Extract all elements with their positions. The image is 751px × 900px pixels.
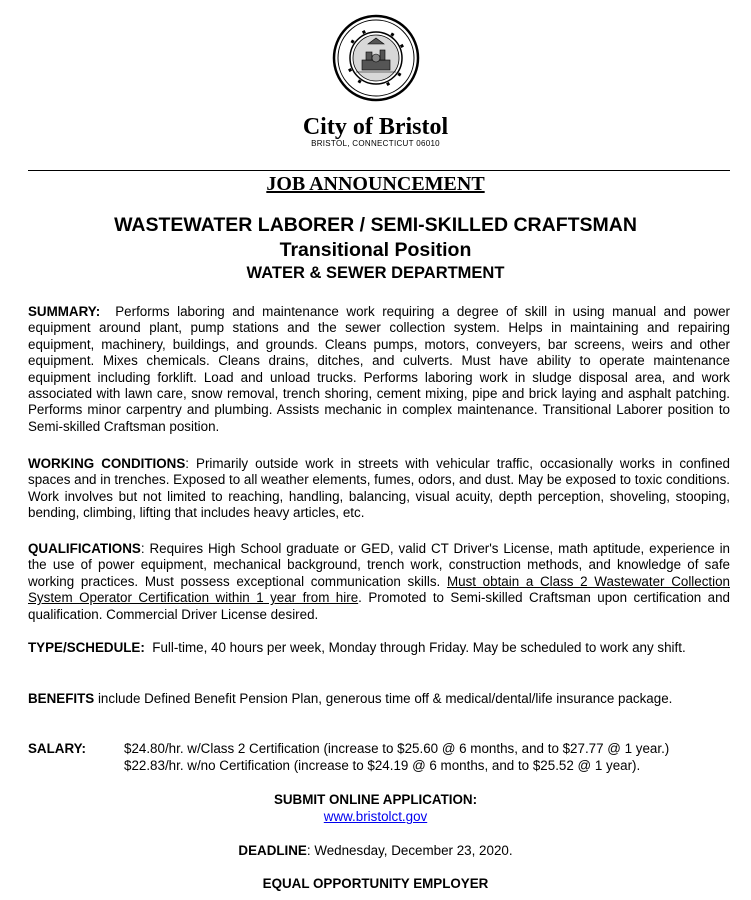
qualifications-text-end: . Promoted to Semi-skilled Craftsman upon certification and qualification. Commercial Driver License desired. bbox=[28, 590, 731, 622]
salary-line-uncertified: $22.83/hr. w/no Certification (increase to $24.19 @ 6 months, and to $25.52 @ 1 year). bbox=[124, 758, 641, 773]
benefits-label: BENEFITS bbox=[28, 691, 95, 706]
qualifications-section bbox=[28, 541, 730, 623]
deadline-date: : Wednesday, December 23, 2020. bbox=[306, 843, 513, 858]
summary-section bbox=[28, 304, 730, 435]
summary-label: SUMMARY: bbox=[28, 304, 101, 319]
department-title: WATER & SEWER DEPARTMENT bbox=[246, 264, 505, 282]
eoe-statement bbox=[0, 876, 751, 892]
summary-text: Performs laboring and maintenance work requiring a degree of skill in using manual and power equipment around plant, pump stations and the sewer collection system. Helps in maintaining and repairing equipment, machinery, buildings, and grounds. Cleans pumps, motors, conveyers, bar screens, weirs and other equipment. Mixes chemicals. Cleans drains, ditches, and culverts. Must have ability to operate maintenance equipment including forklift. Load and unload trucks. Performs laboring work in sludge disposal area, and work associated with lawn care, snow removal, trench shoring, cement mixing, pipe and brick laying and asphalt patching. Performs minor carpentry and plumbing. Assists mechanic in complex maintenance. Transitional Laborer position to Semi-skilled Craftsman position. bbox=[28, 304, 730, 434]
salary-line-certified: $24.80/hr. w/Class 2 Certification (increase to $25.60 @ 6 months, and to $27.77 @ 1 year.) bbox=[124, 741, 670, 756]
qualifications-label: QUALIFICATIONS bbox=[28, 541, 141, 556]
apply-link-row bbox=[0, 809, 751, 825]
schedule-text: Full-time, 40 hours per week, Monday through Friday. May be scheduled to work any shift. bbox=[152, 640, 686, 655]
working-conditions-label: WORKING CONDITIONS bbox=[28, 456, 186, 471]
benefits-section bbox=[28, 691, 730, 707]
schedule-label: TYPE/SCHEDULE: bbox=[28, 640, 145, 655]
benefits-text: include Defined Benefit Pension Plan, generous time off & medical/dental/life insurance package. bbox=[97, 691, 673, 706]
job-title: WASTEWATER LABORER / SEMI-SKILLED CRAFTSMAN bbox=[114, 214, 637, 236]
eoe-label: EQUAL OPPORTUNITY EMPLOYER bbox=[262, 876, 489, 891]
header-divider bbox=[28, 170, 730, 171]
website-link[interactable]: www.bristolct.gov bbox=[323, 809, 428, 824]
qualifications-text: : Requires High School graduate or GED, valid CT Driver's License, math aptitude, experience in the use of power equipment, mechanical background, trench work, construction methods, and knowledge of safe working practices. Must possess exceptional communication skills. bbox=[28, 541, 730, 589]
working-conditions-text: : Primarily outside work in streets with vehicular traffic, occasionally works in confined spaces and in trenches. Exposed to all weather elements, fumes, odors, and dust. May be exposed to toxic conditions. Work involves but not limited to reaching, handling, balancing, visual acuity, depth perception, shoveling, stooping, bending, climbing, lifting that includes heavy articles, etc. bbox=[28, 456, 730, 521]
announcement-heading: JOB ANNOUNCEMENT bbox=[266, 173, 485, 195]
salary-label: SALARY: bbox=[28, 741, 87, 756]
deadline-row bbox=[0, 843, 751, 859]
city-address: BRISTOL, CONNECTICUT 06010 bbox=[311, 139, 440, 148]
job-subtitle: Transitional Position bbox=[279, 239, 472, 261]
apply-label: SUBMIT ONLINE APPLICATION: bbox=[273, 792, 478, 807]
city-name: City of Bristol bbox=[302, 114, 449, 140]
city-seal-icon bbox=[332, 14, 420, 102]
schedule-section bbox=[28, 640, 730, 656]
deadline-label: DEADLINE bbox=[238, 843, 307, 858]
working-conditions-section bbox=[28, 456, 730, 522]
apply-heading bbox=[0, 792, 751, 808]
certification-requirement: Must obtain a Class 2 Wastewater Collection System Operator Certification within 1 year from hire bbox=[28, 573, 730, 606]
